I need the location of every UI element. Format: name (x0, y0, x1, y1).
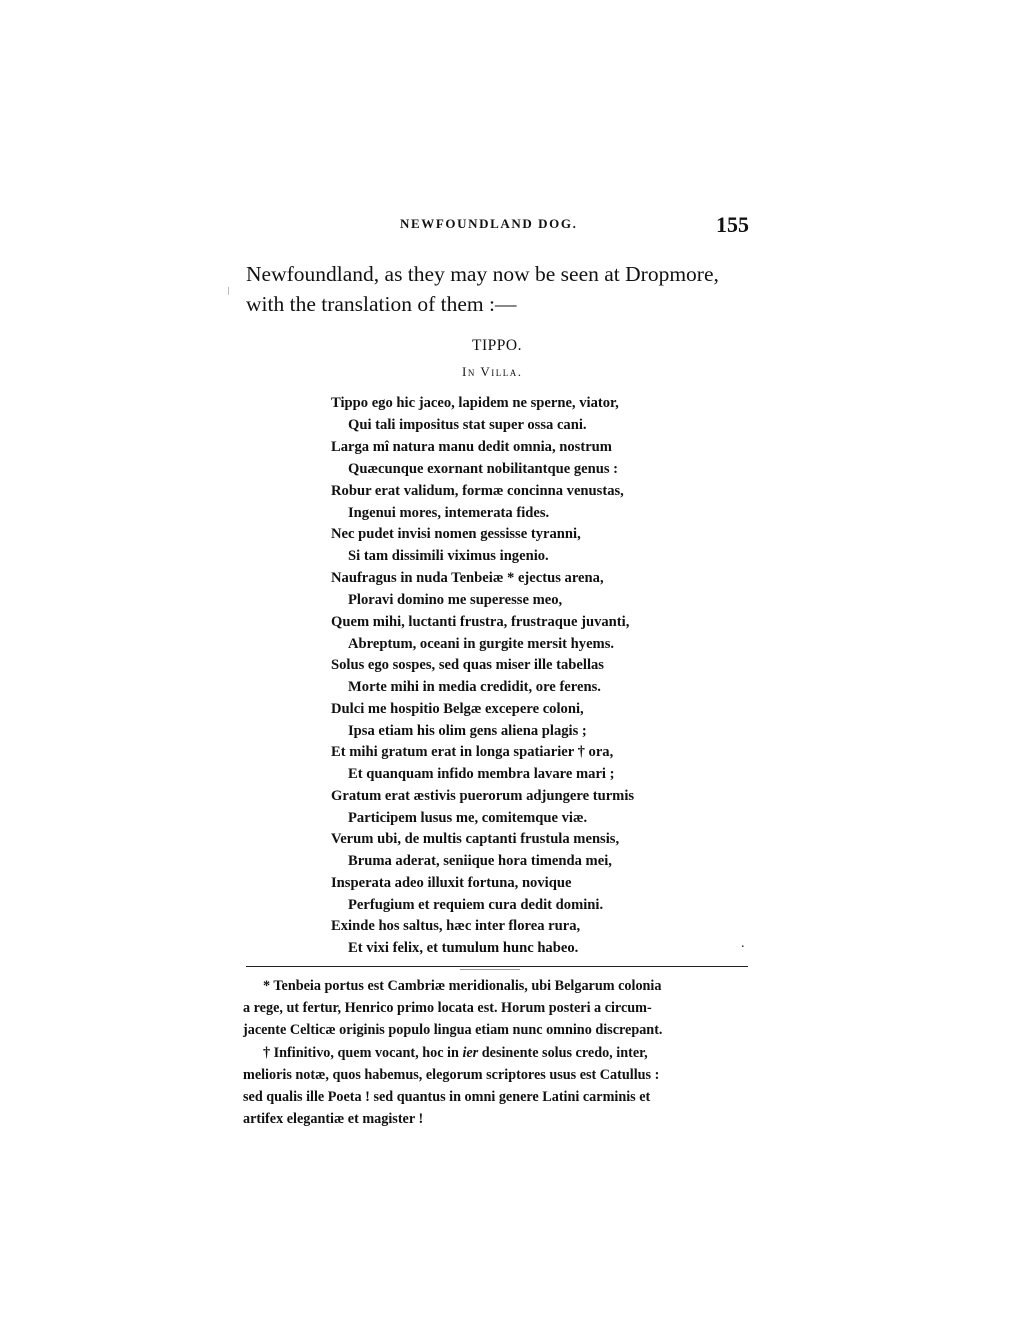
verse-line: Tippo ego hic jaceo, lapidem ne sperne, viator, (331, 395, 619, 411)
verse-line: Naufragus in nuda Tenbeiæ * ejectus arena, (331, 570, 604, 586)
verse-line: Ipsa etiam his olim gens aliena plagis ; (348, 723, 587, 739)
footnote-2-italic: ier (462, 1045, 479, 1061)
verse-line: Nec pudet invisi nomen gessisse tyranni, (331, 526, 581, 542)
verse-line: Et vixi felix, et tumulum hunc habeo. (348, 940, 579, 956)
footnote-rule-shadow (460, 969, 520, 970)
footnote-1-line: jacente Celticæ originis populo lingua etiam nunc omnino discrepant. (243, 1022, 663, 1038)
verse-line: Larga mî natura manu dedit omnia, nostrum (331, 439, 612, 455)
verse-line: Morte mihi in media credidit, ore ferens. (348, 679, 601, 695)
intro-line-1: Newfoundland, as they may now be seen at Dropmore, (246, 262, 719, 286)
verse-line: Insperata adeo illuxit fortuna, novique (331, 875, 572, 891)
verse-line: Solus ego sospes, sed quas miser ille tabellas (331, 657, 604, 673)
verse-line: Ploravi domino me superesse meo, (348, 592, 563, 608)
footnote-2-line: melioris notæ, quos habemus, elegorum scriptores usus est Catullus : (243, 1067, 660, 1083)
verse-line: Exinde hos saltus, hæc inter florea rura, (331, 918, 581, 934)
verse-line: Abreptum, oceani in gurgite mersit hyems. (348, 636, 615, 652)
verse-line: Et quanquam infido membra lavare mari ; (348, 766, 615, 782)
footnote-1-line: a rege, ut fertur, Henrico primo locata est. Horum posteri a circum- (243, 1000, 652, 1016)
poem-subtitle: In Villa. (462, 364, 523, 379)
stray-mark: . (741, 936, 745, 951)
verse-line: Verum ubi, de multis captanti frustula mensis, (331, 831, 620, 847)
footnote-2-line: sed qualis ille Poeta ! sed quantus in omni genere Latini carminis et (243, 1089, 651, 1105)
footnote-2-line (263, 1045, 648, 1062)
verse-line: Bruma aderat, seniique hora timenda mei, (348, 853, 612, 869)
running-head: NEWFOUNDLAND DOG. (400, 216, 578, 231)
footnote-rule (246, 966, 748, 967)
verse-line: Ingenui mores, intemerata fides. (348, 505, 550, 521)
intro-line-2: with the translation of them :— (246, 292, 517, 316)
verse-line: Qui tali impositus stat super ossa cani. (348, 417, 587, 433)
verse-line: Gratum erat æstivis puerorum adjungere turmis (331, 788, 635, 804)
footnote-1-line: * Tenbeia portus est Cambriæ meridionalis, ubi Belgarum colonia (263, 978, 662, 994)
footnote-2-text: † Infinitivo, quem vocant, hoc in (263, 1045, 463, 1061)
verse-line: Perfugium et requiem cura dedit domini. (348, 897, 604, 913)
page-number: 155 (716, 212, 749, 237)
verse-line: Quem mihi, luctanti frustra, frustraque juvanti, (331, 614, 630, 630)
poem-title: TIPPO. (472, 337, 522, 354)
footnote-2-line: artifex elegantiæ et magister ! (243, 1111, 424, 1127)
verse-line: Robur erat validum, formæ concinna venustas, (331, 483, 624, 499)
verse-line: Dulci me hospitio Belgæ excepere coloni, (331, 701, 584, 717)
verse-line: Quæcunque exornant nobilitantque genus : (348, 461, 619, 477)
verse-line: Participem lusus me, comitemque viæ. (348, 810, 588, 826)
footnote-2-text: desinente solus credo, inter, (478, 1045, 648, 1061)
verse-line: Et mihi gratum erat in longa spatiarier † ora, (331, 744, 614, 760)
margin-mark (228, 287, 229, 295)
verse-line: Si tam dissimili viximus ingenio. (348, 548, 549, 564)
